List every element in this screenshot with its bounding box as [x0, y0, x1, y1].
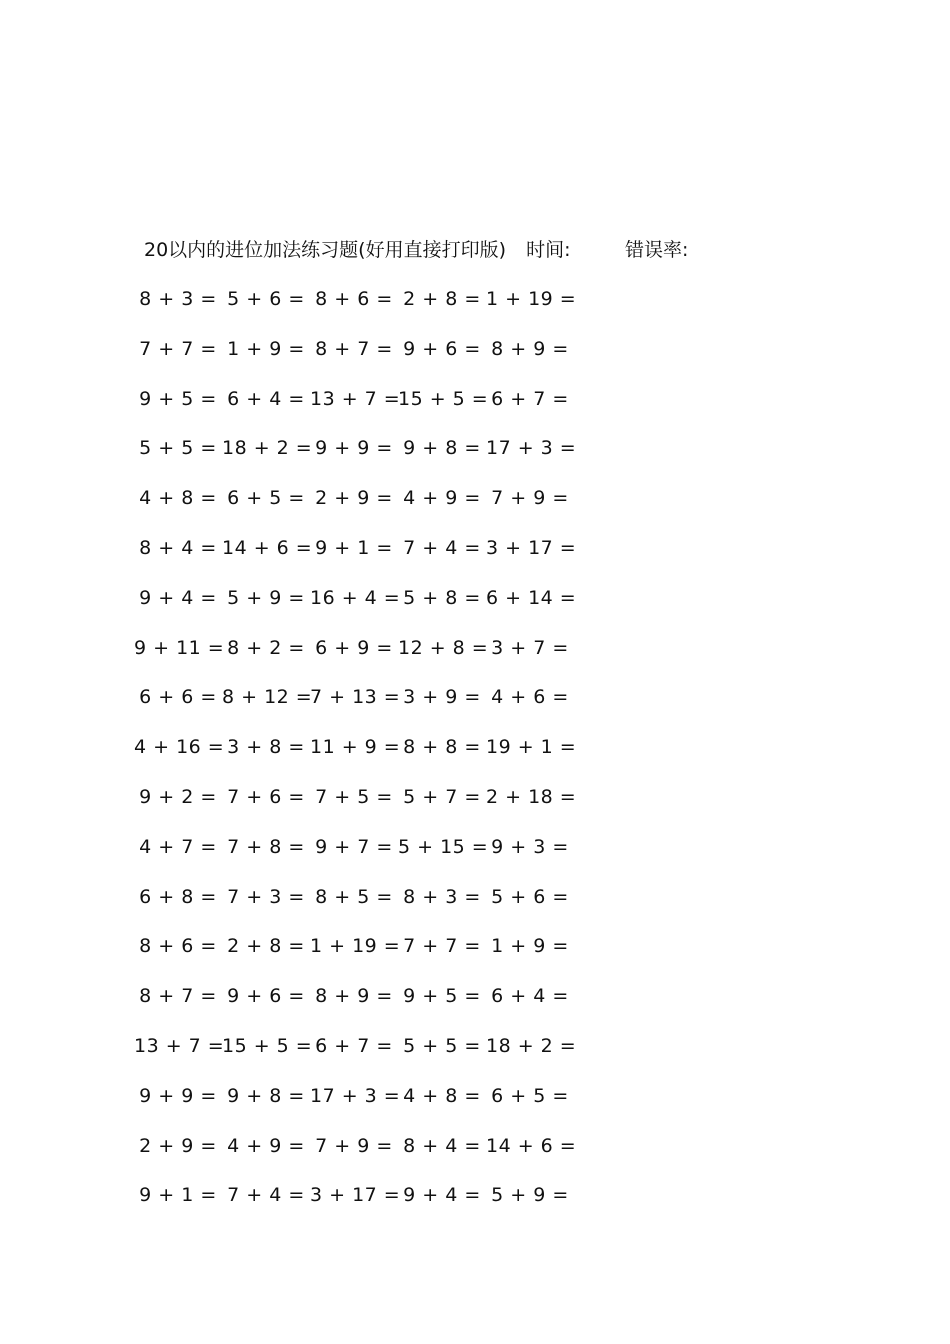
addition-problem: 9 + 3 = — [491, 836, 569, 858]
addition-problem: 1 + 19 = — [486, 288, 577, 310]
addition-problem: 6 + 4 = — [227, 388, 305, 410]
addition-problem: 7 + 9 = — [491, 487, 569, 509]
addition-problem: 9 + 7 = — [315, 836, 393, 858]
addition-problem: 6 + 8 = — [139, 886, 217, 908]
addition-problem: 2 + 8 = — [227, 935, 305, 957]
addition-problem: 7 + 4 = — [403, 537, 481, 559]
addition-problem: 8 + 7 = — [139, 985, 217, 1007]
addition-problem: 7 + 13 = — [310, 686, 401, 708]
addition-problem: 9 + 9 = — [315, 437, 393, 459]
addition-problem: 7 + 7 = — [403, 935, 481, 957]
addition-problem: 15 + 5 = — [222, 1035, 313, 1057]
addition-problem: 7 + 3 = — [227, 886, 305, 908]
addition-problem: 9 + 1 = — [139, 1184, 217, 1206]
addition-problem: 7 + 6 = — [227, 786, 305, 808]
addition-problem: 9 + 6 = — [403, 338, 481, 360]
addition-problem: 9 + 6 = — [227, 985, 305, 1007]
addition-problem: 8 + 4 = — [403, 1135, 481, 1157]
addition-problem: 7 + 7 = — [139, 338, 217, 360]
addition-problem: 6 + 6 = — [139, 686, 217, 708]
addition-problem: 3 + 8 = — [227, 736, 305, 758]
addition-problem: 17 + 3 = — [486, 437, 577, 459]
addition-problem: 9 + 8 = — [403, 437, 481, 459]
addition-problem: 6 + 7 = — [491, 388, 569, 410]
addition-problem: 19 + 1 = — [486, 736, 577, 758]
addition-problem: 5 + 5 = — [403, 1035, 481, 1057]
addition-problem: 13 + 7 = — [310, 388, 401, 410]
addition-problem: 17 + 3 = — [310, 1085, 401, 1107]
addition-problem: 8 + 2 = — [227, 637, 305, 659]
error-rate-label: 错误率: — [625, 239, 689, 261]
addition-problem: 5 + 15 = — [398, 836, 489, 858]
addition-problem: 5 + 8 = — [403, 587, 481, 609]
addition-problem: 8 + 5 = — [315, 886, 393, 908]
addition-problem: 15 + 5 = — [398, 388, 489, 410]
addition-problem: 1 + 19 = — [310, 935, 401, 957]
addition-problem: 4 + 16 = — [134, 736, 225, 758]
addition-problem: 8 + 6 = — [315, 288, 393, 310]
addition-problem: 6 + 5 = — [227, 487, 305, 509]
addition-problem: 3 + 17 = — [310, 1184, 401, 1206]
addition-problem: 9 + 4 = — [403, 1184, 481, 1206]
addition-problem: 8 + 3 = — [403, 886, 481, 908]
addition-problem: 14 + 6 = — [486, 1135, 577, 1157]
addition-problem: 9 + 2 = — [139, 786, 217, 808]
addition-problem: 5 + 6 = — [491, 886, 569, 908]
addition-problem: 5 + 9 = — [491, 1184, 569, 1206]
addition-problem: 16 + 4 = — [310, 587, 401, 609]
addition-problem: 6 + 4 = — [491, 985, 569, 1007]
time-label: 时间: — [526, 239, 571, 261]
addition-problem: 9 + 8 = — [227, 1085, 305, 1107]
addition-problem: 1 + 9 = — [227, 338, 305, 360]
addition-problem: 4 + 8 = — [403, 1085, 481, 1107]
addition-problem: 4 + 8 = — [139, 487, 217, 509]
addition-problem: 1 + 9 = — [491, 935, 569, 957]
addition-problem: 8 + 8 = — [403, 736, 481, 758]
addition-problem: 2 + 18 = — [486, 786, 577, 808]
addition-problem: 5 + 9 = — [227, 587, 305, 609]
addition-problem: 9 + 5 = — [139, 388, 217, 410]
addition-problem: 2 + 9 = — [315, 487, 393, 509]
addition-problem: 4 + 7 = — [139, 836, 217, 858]
addition-problem: 2 + 9 = — [139, 1135, 217, 1157]
addition-problem: 8 + 4 = — [139, 537, 217, 559]
addition-problem: 7 + 5 = — [315, 786, 393, 808]
addition-problem: 9 + 11 = — [134, 637, 225, 659]
addition-problem: 18 + 2 = — [222, 437, 313, 459]
addition-problem: 9 + 9 = — [139, 1085, 217, 1107]
addition-problem: 6 + 7 = — [315, 1035, 393, 1057]
addition-problem: 6 + 14 = — [486, 587, 577, 609]
addition-problem: 8 + 3 = — [139, 288, 217, 310]
addition-problem: 6 + 5 = — [491, 1085, 569, 1107]
addition-problem: 5 + 7 = — [403, 786, 481, 808]
addition-problem: 13 + 7 = — [134, 1035, 225, 1057]
addition-problem: 8 + 7 = — [315, 338, 393, 360]
addition-problem: 8 + 9 = — [491, 338, 569, 360]
addition-problem: 9 + 4 = — [139, 587, 217, 609]
addition-problem: 9 + 1 = — [315, 537, 393, 559]
addition-problem: 6 + 9 = — [315, 637, 393, 659]
addition-problem: 7 + 4 = — [227, 1184, 305, 1206]
addition-problem: 12 + 8 = — [398, 637, 489, 659]
addition-problem: 4 + 9 = — [227, 1135, 305, 1157]
addition-problem: 5 + 5 = — [139, 437, 217, 459]
worksheet-title: 20以内的进位加法练习题(好用直接打印版) — [144, 239, 507, 261]
addition-problem: 9 + 5 = — [403, 985, 481, 1007]
addition-problem: 18 + 2 = — [486, 1035, 577, 1057]
addition-problem: 11 + 9 = — [310, 736, 401, 758]
addition-problem: 5 + 6 = — [227, 288, 305, 310]
addition-problem: 7 + 8 = — [227, 836, 305, 858]
addition-problem: 3 + 17 = — [486, 537, 577, 559]
addition-problem: 3 + 9 = — [403, 686, 481, 708]
addition-problem: 8 + 6 = — [139, 935, 217, 957]
addition-problem: 7 + 9 = — [315, 1135, 393, 1157]
worksheet-header — [144, 236, 689, 264]
addition-problem: 14 + 6 = — [222, 537, 313, 559]
addition-problem: 8 + 12 = — [222, 686, 313, 708]
addition-problem: 4 + 9 = — [403, 487, 481, 509]
addition-problem: 4 + 6 = — [491, 686, 569, 708]
addition-problem: 8 + 9 = — [315, 985, 393, 1007]
addition-problem: 3 + 7 = — [491, 637, 569, 659]
addition-problem: 2 + 8 = — [403, 288, 481, 310]
